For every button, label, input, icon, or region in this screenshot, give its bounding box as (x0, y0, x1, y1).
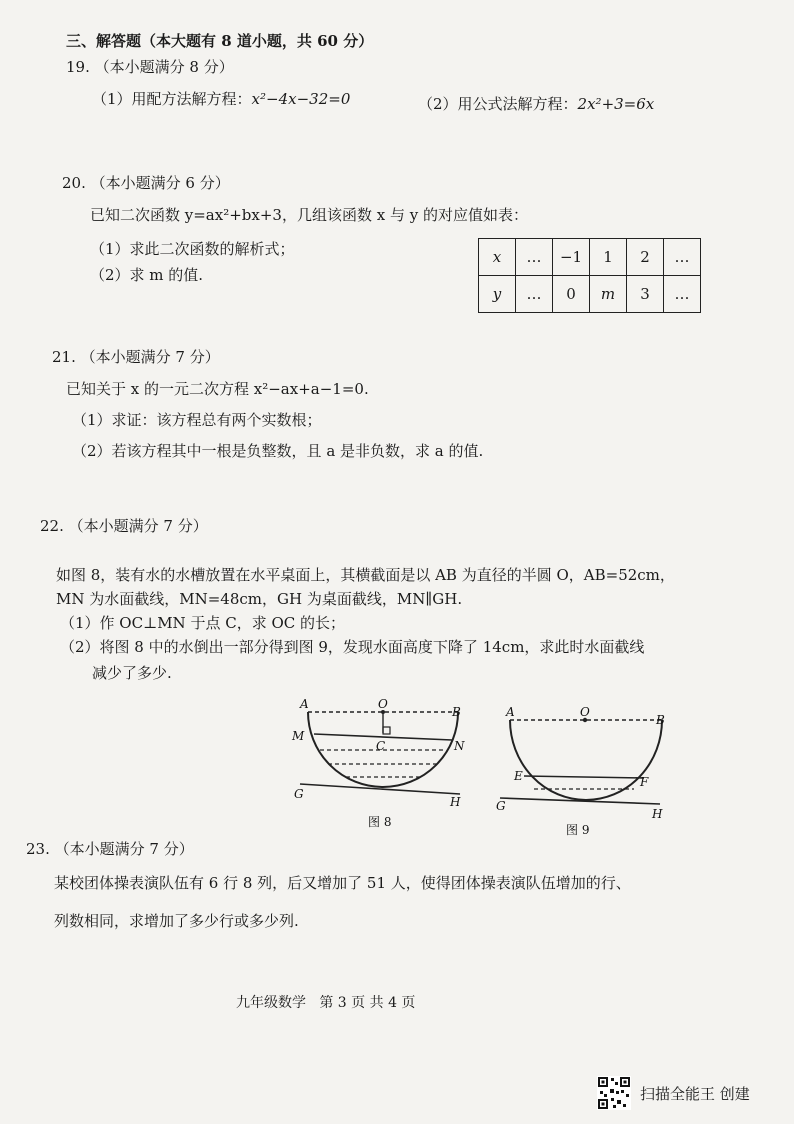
label-b: B (656, 713, 665, 727)
right-angle-mark (383, 727, 390, 734)
table-cell: … (664, 239, 701, 276)
label-m: M (292, 729, 305, 743)
table-cell: y (479, 276, 516, 313)
q20-part2: （2）求 m 的值. (90, 266, 204, 284)
q23-number: 23. （本小题满分 7 分） (26, 840, 194, 858)
table-row-x (479, 239, 701, 276)
q19-part1: （1）用配方法解方程：x²−4x−32=0 (92, 90, 351, 108)
table-cell: 0 (553, 276, 590, 313)
figure-8-caption: 图 8 (368, 815, 392, 829)
q21-number: 21. （本小题满分 7 分） (52, 348, 220, 366)
label-h: H (652, 807, 663, 821)
table-cell: … (516, 239, 553, 276)
label-o: O (378, 697, 388, 711)
label-a: A (300, 697, 309, 711)
label-a: A (506, 705, 515, 719)
table-cell: m (590, 276, 627, 313)
label-e: E (514, 769, 523, 783)
q20-intro: 已知二次函数 y=ax²+bx+3，几组该函数 x 与 y 的对应值如表： (90, 206, 528, 224)
table-row-y (479, 276, 701, 313)
q23-line2: 列数相同，求增加了多少行或多少列. (54, 912, 299, 930)
q22-number: 22. （本小题满分 7 分） (40, 517, 208, 535)
q22-part1: （1）作 OC⊥MN 于点 C，求 OC 的长； (60, 614, 346, 632)
label-h: H (450, 795, 461, 809)
label-c: C (376, 739, 386, 753)
q21-intro: 已知关于 x 的一元二次方程 x²−ax+a−1=0. (66, 380, 369, 398)
q22-part2a: （2）将图 8 中的水倒出一部分得到图 9，发现水面高度下降了 14cm，求此时水面截线 (60, 638, 645, 656)
table-line-gh (300, 784, 460, 794)
table-cell: … (516, 276, 553, 313)
q21-part1: （1）求证：该方程总有两个实数根； (72, 411, 322, 429)
table-cell: … (664, 276, 701, 313)
figure-9 (494, 704, 674, 844)
label-o: O (580, 705, 590, 719)
label-b: B (452, 705, 461, 719)
figure-8 (290, 696, 470, 829)
water-line-ef (524, 776, 644, 778)
label-f: F (640, 775, 649, 789)
q19-part2: （2）用公式法解方程：2x²+3=6x (418, 95, 655, 113)
q20-number: 20. （本小题满分 6 分） (62, 174, 230, 192)
label-n: N (454, 739, 465, 753)
q19-number: 19. （本小题满分 8 分） (66, 58, 234, 76)
scanner-brand-text: 扫描全能王 创建 (640, 1085, 750, 1103)
q20-value-table (478, 238, 701, 313)
q22-line1: 如图 8，装有水的水槽放置在水平桌面上，其横截面是以 AB 为直径的半圆 O，AB=52cm， (56, 566, 675, 584)
table-cell: 1 (590, 239, 627, 276)
table-cell: 2 (627, 239, 664, 276)
label-g: G (496, 799, 506, 813)
q23-line1: 某校团体操表演队伍有 6 行 8 列，后又增加了 51 人，使得团体操表演队伍增加的行、 (54, 874, 631, 892)
qr-code-icon (597, 1076, 631, 1110)
footer-page-info: 九年级数学 第 3 页 共 4 页 (236, 995, 416, 1011)
figure-9-caption: 图 9 (566, 823, 590, 837)
q21-part2: （2）若该方程其中一根是负整数，且 a 是非负数，求 a 的值. (72, 442, 484, 460)
table-cell: x (479, 239, 516, 276)
table-cell: 3 (627, 276, 664, 313)
label-g: G (294, 787, 304, 801)
q22-part2b: 减少了多少. (92, 664, 172, 682)
table-cell: −1 (553, 239, 590, 276)
q20-part1: （1）求此二次函数的解析式； (90, 240, 295, 258)
section-header: 三、解答题（本大题有 8 道小题，共 60 分） (66, 32, 374, 50)
q22-line2: MN 为水面截线，MN=48cm，GH 为桌面截线，MN∥GH. (56, 590, 463, 608)
